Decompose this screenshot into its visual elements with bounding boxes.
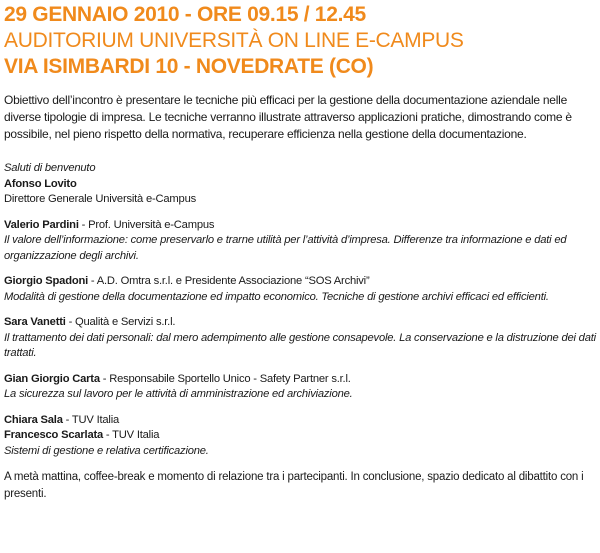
speaker-role: - A.D. Omtra s.r.l. e Presidente Associazione “SOS Archivi” [88,275,370,287]
agenda-item [4,274,596,305]
speaker-role: - Qualità e Servizi s.r.l. [65,316,176,328]
document-page [4,2,596,502]
speaker-name: Valerio Pardini [4,218,79,231]
agenda-item [4,315,596,362]
speaker-name: Gian Giorgio Carta [4,372,100,385]
speaker-name: Sara Vanetti [4,316,66,328]
closing-paragraph: A metà mattina, coffee-break e momento di relazione tra i partecipanti. In conclusione, spazio dedicato al dibattito con i presenti. [4,471,584,500]
intro-paragraph: Obiettivo dell’incontro è presentare le tecniche più efficaci per la gestione della documentazione aziendale nelle diverse tipologie di impresa. Le tecniche verranno illustrate attraverso applicazioni pratiche, dimostrando come è possibile, nel pieno rispetto della normativa, recuperare efficienza nella gestione della documentazione. [4,93,572,141]
speaker-name: Francesco Scarlata [4,429,104,441]
speaker-topic: Modalità di gestione della documentazione ed impatto economico. Tecniche di gestione archivi efficaci ed efficienti. [4,290,549,303]
speaker-name: Giorgio Spadoni [4,275,89,287]
speaker-role: - Responsabile Sportello Unico - Safety Partner s.r.l. [99,372,351,385]
speaker-name: Chiara Sala [4,413,63,426]
agenda-item [4,372,596,403]
speaker-topic: Il trattamento dei dati personali: dal mero adempimento alle gestione consapevole. La conservazione e la distruzione dei dati trattati. [4,331,596,359]
agenda-item [4,218,596,265]
agenda [4,161,596,459]
agenda-welcome [4,161,596,208]
welcome-speaker-name: Afonso Lovito [4,177,77,190]
speaker-topic: Sistemi di gestione e relativa certificazione. [4,444,209,457]
event-date-time: 29 GENNAIO 2010 - ORE 09.15 / 12.45 [4,3,366,26]
agenda-item-final [4,413,596,460]
speaker-role: - TUV Italia [62,413,120,426]
speaker-role: - Prof. Università e-Campus [78,218,215,231]
speaker-topic: La sicurezza sul lavoro per le attività di amministrazione ed archiviazione. [4,388,353,400]
speaker-role: - TUV Italia [103,429,160,441]
event-address: VIA ISIMBARDI 10 - NOVEDRATE (CO) [4,55,374,78]
event-venue: AUDITORIUM UNIVERSITÀ ON LINE E-CAMPUS [4,29,464,52]
welcome-label: Saluti di benvenuto [4,162,96,174]
speaker-topic: Il valore dell’informazione: come preservarlo e trarne utilità per l’attività d’impresa. Differenze tra informazione e dati ed organizzazione degli archivi. [4,234,567,262]
welcome-speaker-role: Direttore Generale Università e-Campus [4,193,196,205]
